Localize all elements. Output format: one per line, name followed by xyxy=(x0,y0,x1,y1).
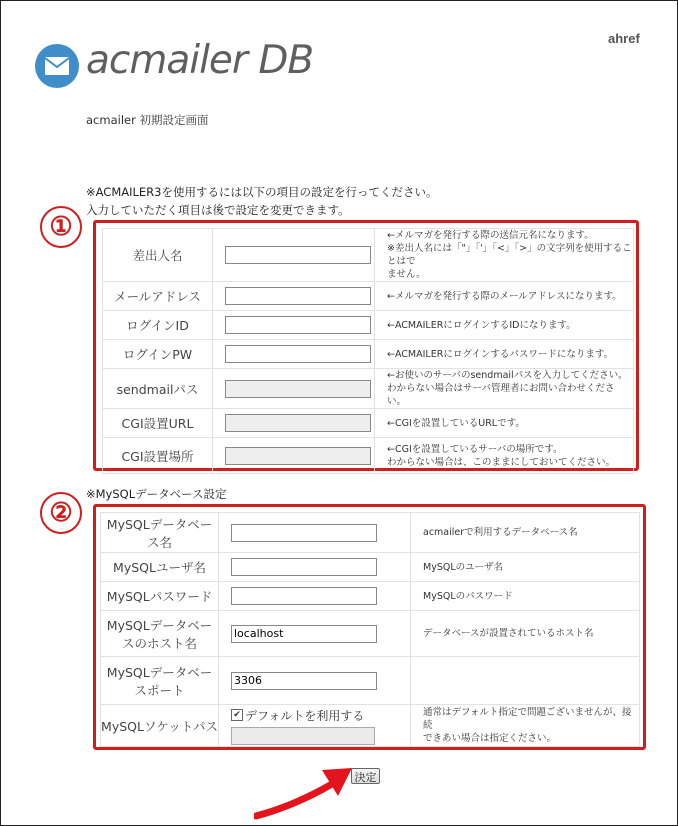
label-db-socket: MySQLソケットパス xyxy=(101,705,219,747)
label-email: メールアドレス xyxy=(103,282,213,311)
use-default-label: デフォルトを利用する xyxy=(245,708,365,723)
label-cgi-url: CGI設置URL xyxy=(103,409,213,438)
label-db-user: MySQLユーザ名 xyxy=(101,553,219,582)
table-row xyxy=(103,438,634,474)
login-id-input[interactable] xyxy=(225,316,371,334)
table-row xyxy=(103,282,634,311)
label-login-id: ログインID xyxy=(103,311,213,340)
email-input[interactable] xyxy=(225,287,371,305)
use-default-checkbox[interactable]: ✔ xyxy=(231,709,243,721)
label-db-name: MySQLデータベー ス名 xyxy=(101,513,219,553)
table-row xyxy=(103,311,634,340)
cgi-url-input[interactable] xyxy=(225,414,371,432)
mail-logo-icon xyxy=(35,44,79,88)
label-login-pw: ログインPW xyxy=(103,340,213,369)
db-user-input[interactable] xyxy=(231,558,377,576)
section1-marker: ① xyxy=(40,206,82,248)
section2-marker: ② xyxy=(40,492,82,534)
section2-box xyxy=(93,504,646,750)
table-row xyxy=(101,582,640,611)
desc-db-host: データベースが設置されているホスト名 xyxy=(411,611,640,657)
desc-login-pw: ←ACMAILERにログインするパスワードになります。 xyxy=(375,340,634,369)
table-row xyxy=(101,705,640,747)
login-pw-input[interactable] xyxy=(225,345,371,363)
desc-db-password: MySQLのパスワード xyxy=(411,582,640,611)
db-name-input[interactable] xyxy=(231,524,377,542)
use-default-checkbox-row[interactable] xyxy=(231,707,410,724)
desc-login-id: ←ACMAILERにログインするIDになります。 xyxy=(375,311,634,340)
table-row xyxy=(101,553,640,582)
table-row xyxy=(103,340,634,369)
desc-db-user: MySQLのユーザ名 xyxy=(411,553,640,582)
db-password-input[interactable] xyxy=(231,587,377,605)
socket-path-input xyxy=(231,727,375,745)
table-row xyxy=(101,657,640,705)
label-cgi-location: CGI設置場所 xyxy=(103,438,213,474)
table-row xyxy=(103,369,634,409)
table-row xyxy=(103,229,634,282)
mysql-table xyxy=(100,512,640,747)
label-db-host: MySQLデータベー スのホスト名 xyxy=(101,611,219,657)
page-subtitle: acmailer 初期設定画面 xyxy=(86,113,209,127)
label-db-password: MySQLパスワード xyxy=(101,582,219,611)
desc-db-name: acmailerで利用するデータベース名 xyxy=(411,513,640,553)
table-row xyxy=(101,513,640,553)
label-db-port: MySQLデータベー スポート xyxy=(101,657,219,705)
section1-note: ※ACMAILER3を使用するには以下の項目の設定を行ってください。 入力していただく項目は後で設定を変更できます。 xyxy=(86,185,438,217)
label-sender-name: 差出人名 xyxy=(103,229,213,282)
desc-sender-name: ←メルマガを発行する際の送信元名になります。 ※差出人名には「"」「'」「<」「>」の文字列を使用することはで ません。 xyxy=(375,229,634,282)
desc-sendmail-path: ←お使いのサーバのsendmailパスを入力してください。 わからない場合はサーバ管理者にお問い合わせください。 xyxy=(375,369,634,409)
ahref-label: ahref xyxy=(608,31,640,46)
settings-table xyxy=(102,228,634,474)
sender-name-input[interactable] xyxy=(225,246,371,264)
cgi-location-input[interactable] xyxy=(225,447,371,465)
desc-cgi-location: ←CGIを設置しているサーバの場所です。 わからない場合は、このままにしておいてください。 xyxy=(375,438,634,474)
desc-email: ←メルマガを発行する際のメールアドレスになります。 xyxy=(375,282,634,311)
table-row xyxy=(101,611,640,657)
db-host-input[interactable] xyxy=(231,625,377,643)
db-port-input[interactable] xyxy=(231,672,377,690)
section2-note: ※MySQLデータベース設定 xyxy=(86,487,227,501)
table-row xyxy=(103,409,634,438)
logo-text: acmailer DB xyxy=(86,38,314,83)
red-arrow-icon xyxy=(254,762,364,820)
desc-cgi-url: ←CGIを設置しているURLです。 xyxy=(375,409,634,438)
label-sendmail-path: sendmailパス xyxy=(103,369,213,409)
section1-box xyxy=(93,220,639,471)
submit-button[interactable]: 決定 xyxy=(351,768,380,784)
desc-db-socket: 通常はデフォルト指定で問題ございませんが、接続 できあい場合は指定ください。 xyxy=(411,705,640,747)
desc-db-port xyxy=(411,657,640,705)
socket-cell xyxy=(219,705,411,747)
sendmail-path-input[interactable] xyxy=(225,380,371,398)
